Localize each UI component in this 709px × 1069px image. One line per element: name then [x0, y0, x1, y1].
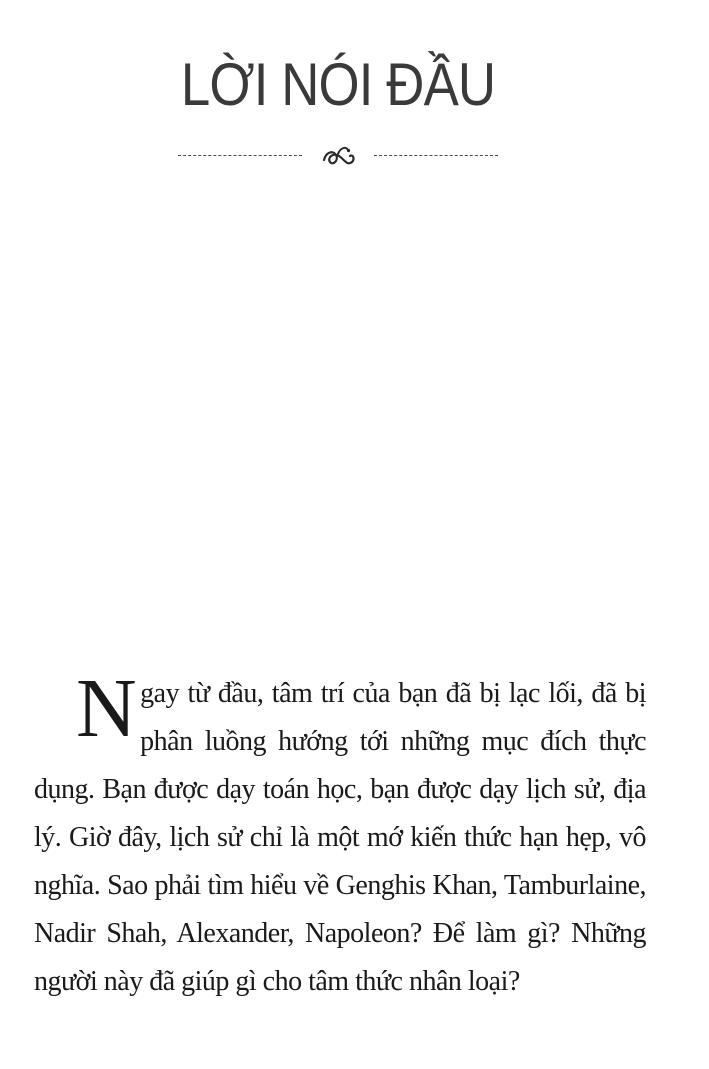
title-ornament	[178, 138, 498, 172]
intro-paragraph	[34, 662, 646, 1006]
dashed-divider-right	[374, 155, 498, 156]
page-title: LỜI NÓI ĐẦU	[180, 51, 496, 118]
drop-cap: N	[76, 662, 137, 755]
dashed-divider-left	[178, 155, 302, 156]
flourish-icon	[321, 142, 357, 170]
paragraph-text: gay từ đầu, tâm trí của bạn đã bị lạc lối, đã bị phân luồng hướng tới những mục đích thực dụng. Bạn được dạy toán học, bạn được dạy lịch sử, địa lý. Giờ đây, lịch sử chỉ là một mớ kiến thức hạn hẹp, vô nghĩa. Sao phải tìm hiểu về Genghis Khan, Tamburlaine, Nadir Shah, Alexander, Napoleon? Để làm gì? Những người này đã giúp gì cho tâm thức nhân loại?	[34, 678, 646, 997]
